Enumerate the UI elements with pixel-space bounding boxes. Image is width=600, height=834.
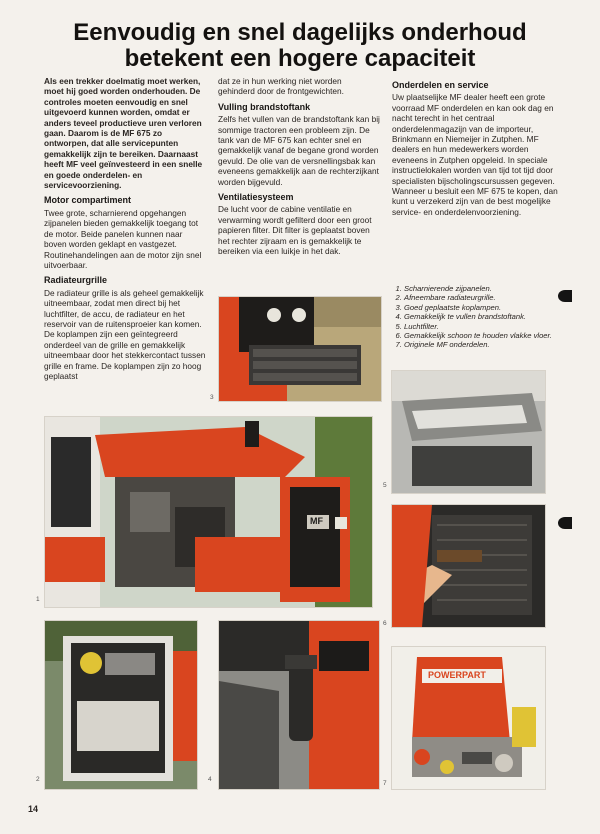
- heading-ventilatie: Ventilatiesysteem: [218, 192, 294, 203]
- air-filter-illustration: [392, 371, 545, 493]
- photo-original-parts: [391, 646, 546, 790]
- photo-number-1: 1: [36, 596, 40, 603]
- photo-engine-compartment: [44, 416, 373, 608]
- caption-item: 5. Luchtfilter.: [404, 322, 572, 331]
- photo-fuel-tank: [218, 620, 380, 790]
- heading-radiateur: Radiateurgrille: [44, 275, 108, 286]
- parts-illustration: [392, 647, 545, 789]
- caption-item: 6. Gemakkelijk schoon te houden vlakke vloer.: [404, 331, 572, 340]
- fuel-tank-illustration: [219, 621, 379, 789]
- binder-tab-icon: [558, 290, 572, 302]
- floor-illustration: [392, 505, 545, 627]
- grille-illustration: [45, 621, 197, 789]
- motor-paragraph: Twee grote, scharnierend opgehangen zijpanelen bieden gemakkelijk toegang tot de motor. Beide panelen kunnen naar boven worden geklapt en vastgezet. Routinehandelingen aan de motor zijn snel uitvoerbaar.: [44, 207, 202, 270]
- caption-item: 2. Afneembare radiateurgrille.: [404, 293, 572, 302]
- vulling-paragraph: Zelfs het vullen van de brandstoftank kan bij sommige tractoren een probleem zijn. De tank van de MF 675 kan echter snel en gemakkelijk vanaf de begane grond worden gevuld. De olie van de versnellingsbak kan eveneens gemakkelijk aan de rechterzijkant worden bijgevuld.: [218, 114, 380, 187]
- photo-number-5: 5: [383, 482, 387, 489]
- photo-flat-floor: [391, 504, 546, 628]
- page-number: 14: [28, 804, 39, 814]
- page-title: [20, 20, 580, 72]
- photo-front-weights: [218, 296, 382, 402]
- caption-item: 7. Originele MF onderdelen.: [404, 340, 572, 349]
- front-weights-illustration: [219, 297, 381, 401]
- caption-item: 3. Goed geplaatste koplampen.: [404, 303, 572, 312]
- photo-number-2: 2: [36, 776, 40, 783]
- column-3: [392, 76, 564, 222]
- photo-number-7: 7: [383, 780, 387, 787]
- continued-paragraph: dat ze in hun werking niet worden gehinderd door de frontgewichten.: [218, 76, 344, 97]
- radiateur-paragraph: De radiateur grille is als geheel gemakkelijk uitneembaar, zodat men direct bij het luchtfilter, de accu, de radiateur en het reservoir van de ruitensproeier kan komen. De koplampen zijn een geïntegreerd onderdeel van de grille en gemakkelijk uitneembaar door het stekkercontact tussen grille en frame. De koplampen zijn zo hoog geplaatst: [44, 287, 206, 381]
- onderdelen-paragraph: Uw plaatselijke MF dealer heeft een grote voorraad MF onderdelen en kan ook dag en nacht terecht in het centraal onderdelenmagazijn van de importeur, Brinkmann en Niemeijer in Zutphen. MF dealers en hun medewerkers worden eveneens in Zutphen opgeleid. In speciale instructielokalen worden van tijd tot tijd door specialisten bijscholingscursussen gegeven. Wanneer u besluit een MF 675 te kopen, dan kunt u verzekerd zijn van de best mogelijke service- en onderdelenvoorziening.: [392, 92, 558, 217]
- intro-paragraph: Als een trekker doelmatig moet werken, moet hij goed worden onderhouden. De controles moeten eenvoudig en snel uitgevoerd kunnen worden, omdat er anders teveel productieve uren verloren gaan. Daarom is de MF 675 zo ontworpen, dat alle servicepunten gemakkelijk zijn te bereiken. Daarnaast heeft MF veel geïnvesteerd in een snelle en goede onderdelen- en servicevoorziening.: [44, 76, 203, 191]
- photo-number-4: 4: [208, 776, 212, 783]
- binder-tab-icon: [558, 517, 572, 529]
- title-line-1: Eenvoudig en snel dagelijks onderhoud: [73, 19, 527, 46]
- mf-badge-text: MF: [310, 516, 323, 526]
- column-2: [218, 76, 380, 262]
- title-line-2: betekent een hogere capaciteit: [124, 45, 476, 72]
- heading-onderdelen: Onderdelen en service: [392, 80, 489, 90]
- photo-removable-grille: [44, 620, 198, 790]
- caption-list: [392, 284, 572, 350]
- heading-motor: Motor compartiment: [44, 195, 132, 206]
- photo-air-filter: [391, 370, 546, 494]
- photo-number-3: 3: [210, 394, 214, 401]
- ventilatie-paragraph: De lucht voor de cabine ventilatie en verwarming wordt gefilterd door een groot papieren filter. Dit filter is geplaatst boven het rechter zijraam en is gemakkelijk te bereiken via een luikje in het dak.: [218, 204, 372, 257]
- powerpart-label: POWERPART: [428, 670, 486, 680]
- engine-illustration: [45, 417, 372, 607]
- caption-item: 4. Gemakkelijk te vullen brandstoftank.: [404, 312, 572, 321]
- column-1: [44, 76, 207, 386]
- photo-number-6: 6: [383, 620, 387, 627]
- heading-vulling: Vulling brandstoftank: [218, 101, 311, 112]
- caption-item: 1. Scharnierende zijpanelen.: [404, 284, 572, 293]
